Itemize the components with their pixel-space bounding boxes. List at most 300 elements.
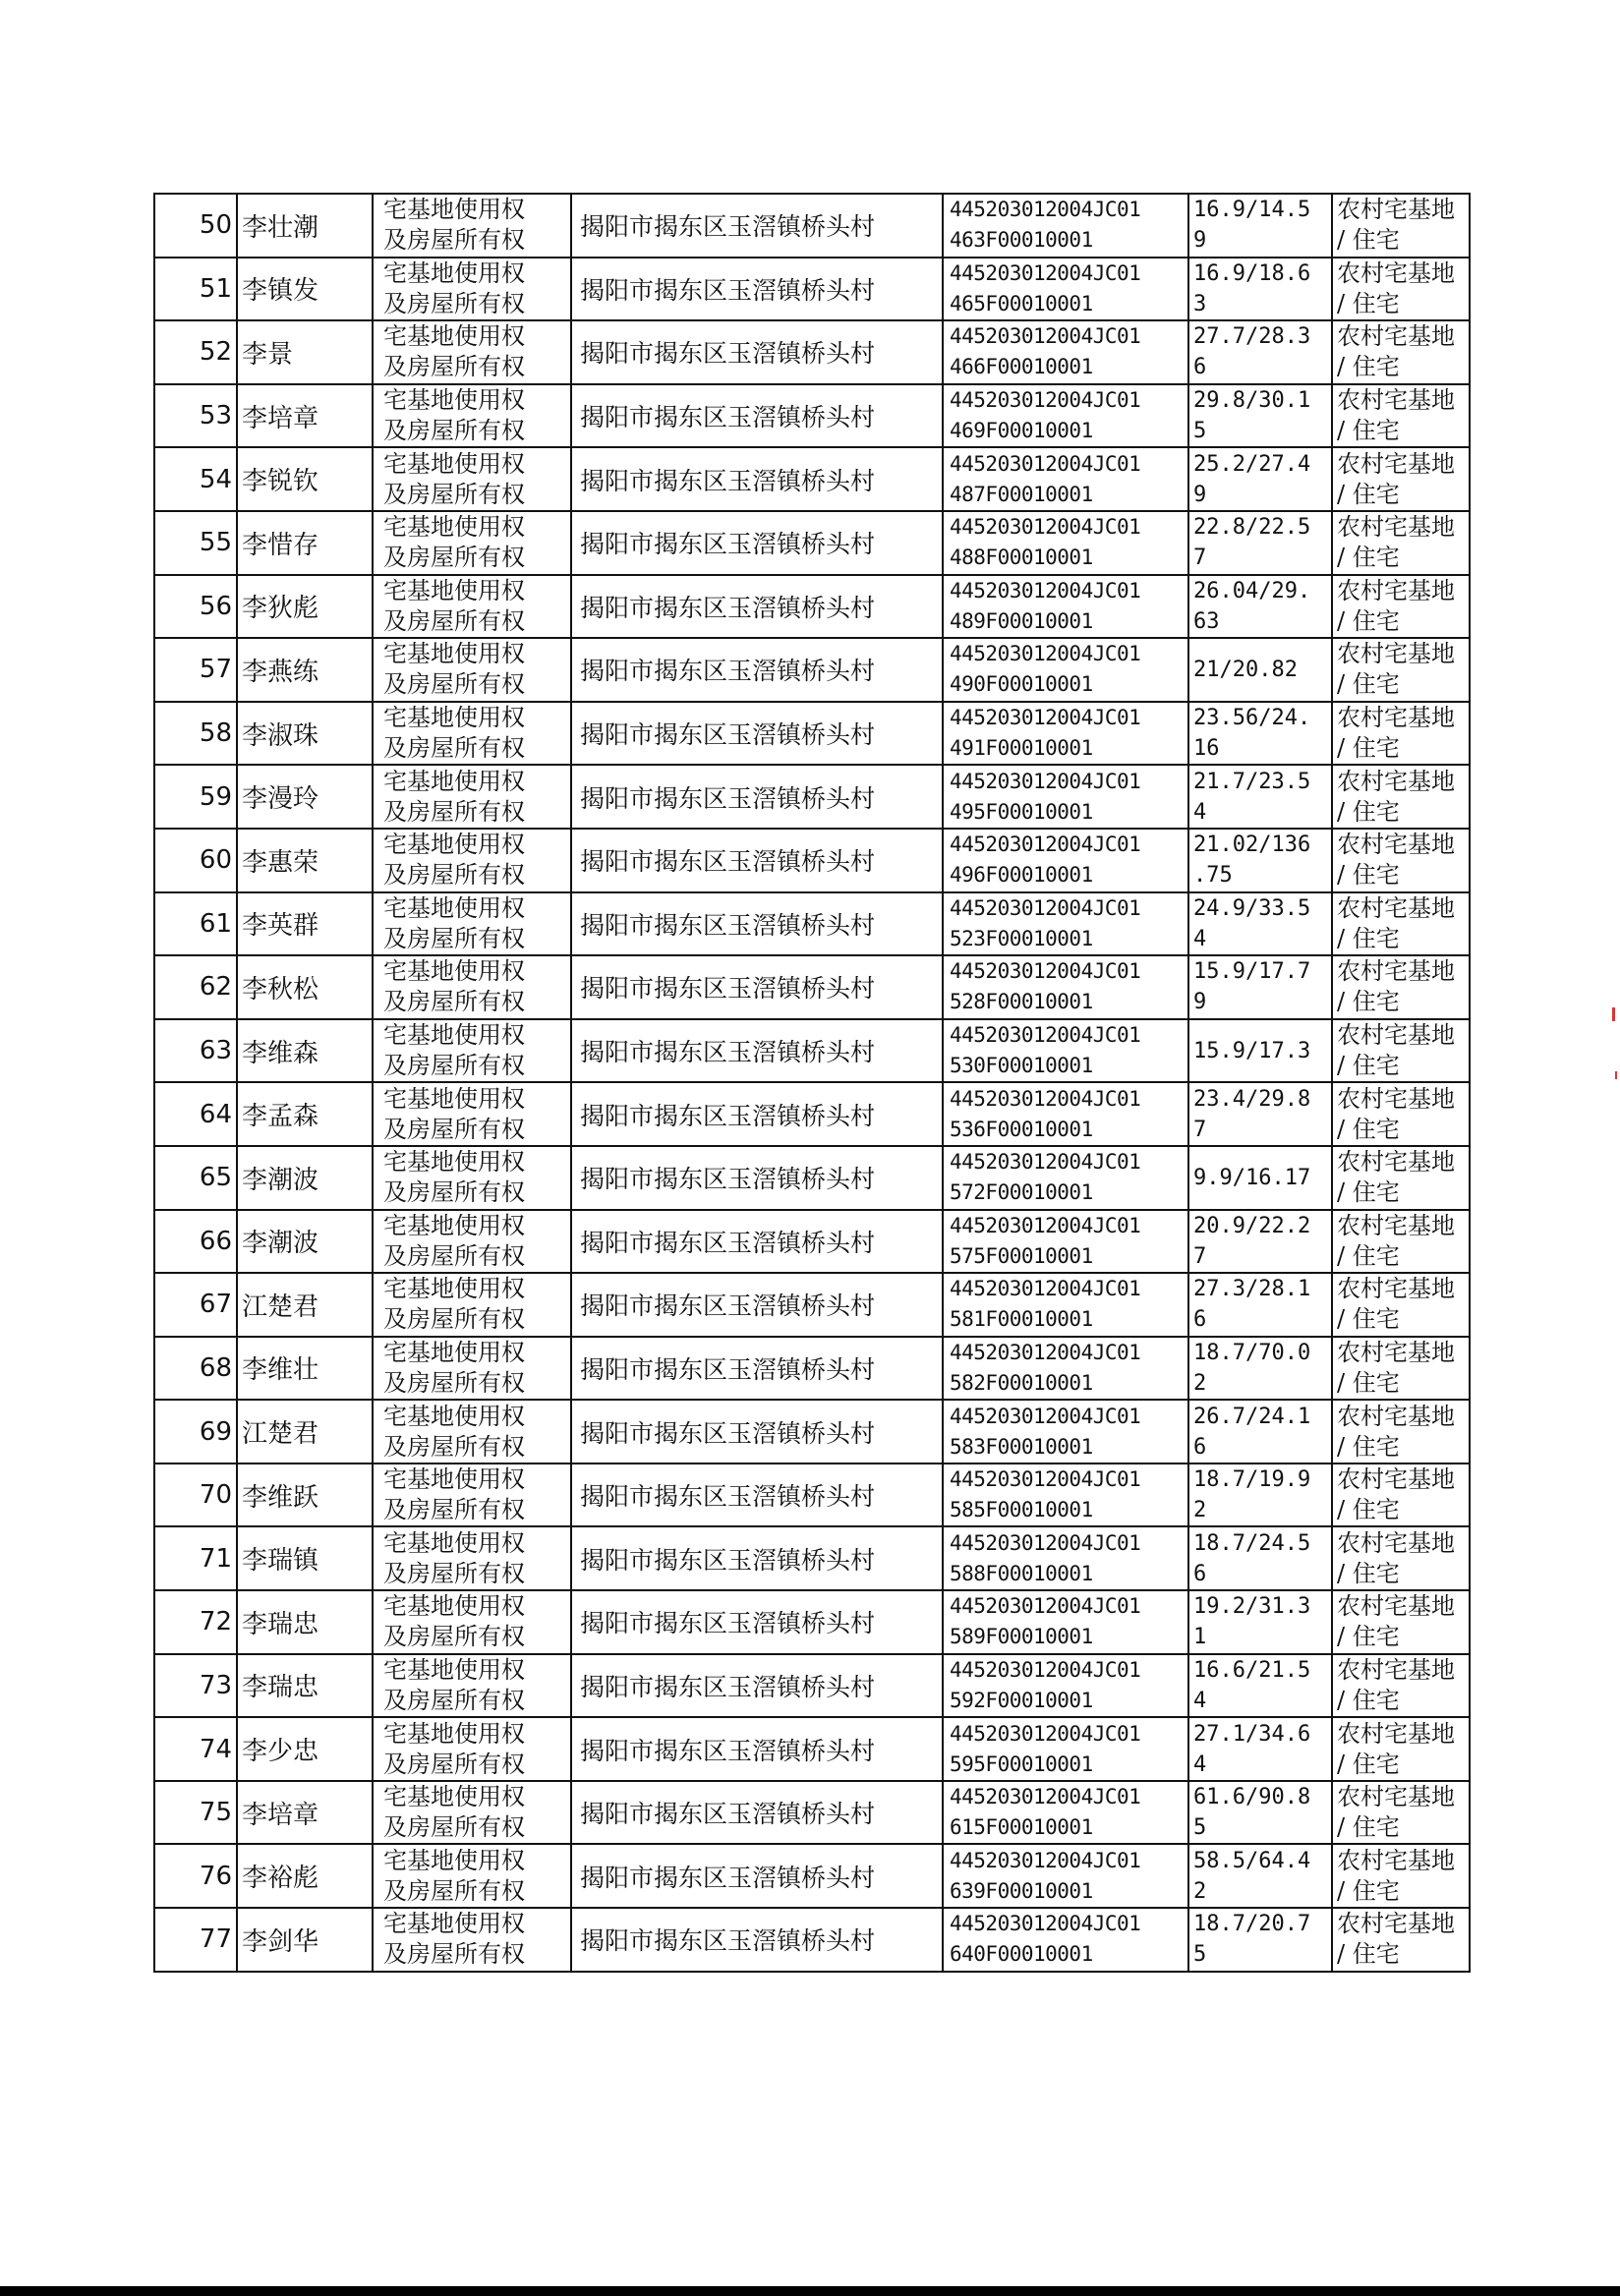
land-use: 农村宅基地 / 住宅 [1337,386,1455,445]
table-row [154,765,1470,829]
right-type-cell [373,1781,571,1845]
owner-name-cell [237,702,373,766]
land-use-cell [1332,1146,1470,1210]
right-type: 宅基地使用权 及房屋所有权 [383,1084,525,1143]
row-number-cell [154,1210,237,1274]
right-type: 宅基地使用权 及房屋所有权 [383,1211,525,1270]
row-number-cell [154,1400,237,1464]
row-number-cell [154,1717,237,1781]
area-value: 26.7/24.1 6 [1193,1404,1311,1460]
land-use-cell [1332,892,1470,956]
row-number-cell [154,1781,237,1845]
area-value-cell [1188,955,1332,1019]
row-number: 61 [199,908,232,939]
owner-name-cell [237,1273,373,1337]
owner-name: 李瑞忠 [242,1673,319,1703]
area-value: 29.8/30.1 5 [1193,388,1311,444]
right-type-cell [373,1590,571,1654]
unit-code: 445203012004JC01 523F00010001 [950,895,1141,950]
table-row [154,1464,1470,1527]
unit-code: 445203012004JC01 595F00010001 [950,1721,1141,1776]
location: 揭阳市揭东区玉滘镇桥头村 [580,1228,876,1257]
row-number: 55 [199,528,232,558]
unit-code: 445203012004JC01 575F00010001 [950,1213,1141,1268]
land-use: 农村宅基地 / 住宅 [1337,640,1455,699]
row-number-cell [154,511,237,575]
right-type: 宅基地使用权 及房屋所有权 [383,1148,525,1207]
area-value: 16.9/14.5 9 [1193,198,1311,254]
land-use-cell [1332,1908,1470,1972]
location: 揭阳市揭东区玉滘镇桥头村 [580,1736,876,1765]
row-number-cell [154,1273,237,1337]
land-use: 农村宅基地 / 住宅 [1337,322,1455,381]
unit-code: 445203012004JC01 536F00010001 [950,1086,1141,1141]
area-value: 27.7/28.3 6 [1193,324,1311,380]
land-use: 农村宅基地 / 住宅 [1337,957,1455,1016]
area-value-cell [1188,1273,1332,1337]
row-number: 58 [199,718,232,749]
area-value-cell [1188,1019,1332,1083]
row-number: 74 [199,1734,232,1764]
location-cell [571,1210,943,1274]
land-use-cell [1332,1337,1470,1401]
right-type: 宅基地使用权 及房屋所有权 [383,1719,525,1778]
location-cell [571,320,943,384]
owner-name: 李孟森 [242,1102,319,1132]
scan-mark [1612,1007,1615,1021]
unit-code-cell [943,447,1188,511]
location-cell [571,1400,943,1464]
row-number: 65 [199,1163,232,1193]
right-type: 宅基地使用权 及房屋所有权 [383,386,525,445]
row-number-cell [154,575,237,639]
right-type: 宅基地使用权 及房屋所有权 [383,1528,525,1587]
right-type-cell [373,1210,571,1274]
location: 揭阳市揭东区玉滘镇桥头村 [580,1800,876,1829]
land-use-cell [1332,511,1470,575]
row-number-cell [154,702,237,766]
row-number: 67 [199,1290,232,1320]
location: 揭阳市揭东区玉滘镇桥头村 [580,403,876,432]
owner-name: 李少忠 [242,1737,319,1767]
right-type-cell [373,575,571,639]
area-value-cell [1188,829,1332,892]
table-row [154,1146,1470,1210]
right-type: 宅基地使用权 及房屋所有权 [383,831,525,890]
right-type: 宅基地使用权 及房屋所有权 [383,767,525,826]
row-number: 70 [199,1480,232,1511]
right-type-cell [373,1526,571,1590]
owner-name: 江楚君 [242,1419,319,1450]
unit-code-cell [943,1019,1188,1083]
owner-name: 李潮波 [242,1165,319,1195]
right-type-cell [373,765,571,829]
location: 揭阳市揭东区玉滘镇桥头村 [580,1482,876,1512]
owner-name-cell [237,258,373,321]
right-type: 宅基地使用权 及房屋所有权 [383,1275,525,1334]
location-cell [571,1781,943,1845]
area-value-cell [1188,892,1332,956]
unit-code-cell [943,384,1188,448]
area-value: 23.4/29.8 7 [1193,1086,1311,1142]
land-use-cell [1332,1019,1470,1083]
table-row [154,1210,1470,1274]
unit-code: 445203012004JC01 640F00010001 [950,1912,1141,1967]
area-value: 16.6/21.5 4 [1193,1657,1311,1713]
owner-name: 李镇发 [242,276,319,307]
owner-name-cell [237,511,373,575]
area-value-cell [1188,1654,1332,1718]
row-number: 52 [199,337,232,368]
owner-name-cell [237,1337,373,1401]
right-type-cell [373,511,571,575]
table-row [154,829,1470,892]
unit-code-cell [943,511,1188,575]
area-value-cell [1188,575,1332,639]
unit-code: 445203012004JC01 588F00010001 [950,1530,1141,1585]
owner-name-cell [237,1019,373,1083]
land-use: 农村宅基地 / 住宅 [1337,704,1455,763]
owner-name: 李剑华 [242,1926,319,1957]
owner-name-cell [237,447,373,511]
land-use-cell [1332,1781,1470,1845]
owner-name-cell [237,955,373,1019]
owner-name: 李瑞忠 [242,1609,319,1639]
right-type-cell [373,1400,571,1464]
area-value: 15.9/17.7 9 [1193,959,1311,1015]
table-row [154,1273,1470,1337]
land-use-cell [1332,1717,1470,1781]
right-type: 宅基地使用权 及房屋所有权 [383,258,525,317]
table-row [154,384,1470,448]
table-row [154,194,1470,258]
area-value: 61.6/90.8 5 [1193,1785,1311,1841]
location-cell [571,384,943,448]
row-number-cell [154,1337,237,1401]
row-number-cell [154,384,237,448]
owner-name-cell [237,384,373,448]
land-use: 农村宅基地 / 住宅 [1337,513,1455,572]
table-row [154,1844,1470,1908]
area-value: 20.9/22.2 7 [1193,1213,1311,1269]
unit-code-cell [943,1082,1188,1146]
land-use: 农村宅基地 / 住宅 [1337,1910,1455,1969]
right-type: 宅基地使用权 及房屋所有权 [383,1021,525,1080]
row-number-cell [154,1654,237,1718]
land-use-cell [1332,638,1470,702]
row-number-cell [154,1146,237,1210]
right-type-cell [373,1337,571,1401]
unit-code-cell [943,1908,1188,1972]
row-number: 69 [199,1416,232,1447]
unit-code-cell [943,955,1188,1019]
land-use-cell [1332,1082,1470,1146]
right-type: 宅基地使用权 及房屋所有权 [383,1910,525,1969]
registry-table-body [154,194,1470,1972]
right-type-cell [373,892,571,956]
owner-name: 李维跃 [242,1482,319,1513]
location: 揭阳市揭东区玉滘镇桥头村 [580,720,876,750]
land-use: 农村宅基地 / 住宅 [1337,1021,1455,1080]
table-row [154,447,1470,511]
location-cell [571,1019,943,1083]
area-value: 22.8/22.5 7 [1193,515,1311,571]
location: 揭阳市揭东区玉滘镇桥头村 [580,1038,876,1067]
row-number: 64 [199,1099,232,1129]
land-use-cell [1332,1464,1470,1527]
right-type-cell [373,1654,571,1718]
right-type-cell [373,320,571,384]
right-type: 宅基地使用权 及房屋所有权 [383,1846,525,1905]
owner-name: 李惜存 [242,530,319,560]
unit-code-cell [943,1781,1188,1845]
row-number-cell [154,1844,237,1908]
unit-code: 445203012004JC01 589F00010001 [950,1594,1141,1649]
location-cell [571,1082,943,1146]
right-type: 宅基地使用权 及房屋所有权 [383,957,525,1016]
location-cell [571,1844,943,1908]
row-number-cell [154,765,237,829]
right-type: 宅基地使用权 及房屋所有权 [383,1655,525,1714]
land-use-cell [1332,1273,1470,1337]
area-value: 18.7/20.7 5 [1193,1912,1311,1968]
unit-code: 445203012004JC01 489F00010001 [950,578,1141,633]
row-number-cell [154,638,237,702]
unit-code-cell [943,1654,1188,1718]
location-cell [571,765,943,829]
unit-code-cell [943,1844,1188,1908]
unit-code: 445203012004JC01 572F00010001 [950,1150,1141,1205]
row-number-cell [154,1082,237,1146]
right-type-cell [373,1717,571,1781]
table-row [154,955,1470,1019]
owner-name: 李锐钦 [242,467,319,497]
unit-code-cell [943,1210,1188,1274]
location: 揭阳市揭东区玉滘镇桥头村 [580,1292,876,1321]
right-type-cell [373,638,571,702]
row-number-cell [154,447,237,511]
location-cell [571,575,943,639]
row-number: 72 [199,1607,232,1637]
unit-code: 445203012004JC01 615F00010001 [950,1785,1141,1840]
area-value: 21.02/136 .75 [1193,832,1311,889]
owner-name-cell [237,1400,373,1464]
land-use-cell [1332,702,1470,766]
unit-code: 445203012004JC01 581F00010001 [950,1277,1141,1332]
owner-name-cell [237,1717,373,1781]
owner-name: 江楚君 [242,1292,319,1322]
land-use: 农村宅基地 / 住宅 [1337,1402,1455,1461]
land-use: 农村宅基地 / 住宅 [1337,1655,1455,1714]
area-value: 19.2/31.3 1 [1193,1594,1311,1650]
area-value-cell [1188,384,1332,448]
land-use: 农村宅基地 / 住宅 [1337,576,1455,635]
row-number-cell [154,1464,237,1527]
area-value: 21.7/23.5 4 [1193,769,1311,825]
unit-code-cell [943,702,1188,766]
right-type: 宅基地使用权 及房屋所有权 [383,196,525,255]
owner-name: 李英群 [242,911,319,942]
location: 揭阳市揭东区玉滘镇桥头村 [580,783,876,813]
owner-name-cell [237,320,373,384]
land-use-cell [1332,1210,1470,1274]
right-type: 宅基地使用权 及房屋所有权 [383,1592,525,1651]
unit-code: 445203012004JC01 491F00010001 [950,706,1141,761]
location: 揭阳市揭东区玉滘镇桥头村 [580,910,876,940]
area-value: 25.2/27.4 9 [1193,451,1311,507]
owner-name-cell [237,575,373,639]
owner-name: 李秋松 [242,974,319,1004]
land-use-cell [1332,1590,1470,1654]
table-row [154,1526,1470,1590]
right-type: 宅基地使用权 及房屋所有权 [383,1338,525,1397]
owner-name: 李维森 [242,1038,319,1068]
location: 揭阳市揭东区玉滘镇桥头村 [580,339,876,369]
unit-code: 445203012004JC01 583F00010001 [950,1404,1141,1459]
unit-code: 445203012004JC01 496F00010001 [950,832,1141,888]
unit-code: 445203012004JC01 466F00010001 [950,324,1141,379]
land-use: 农村宅基地 / 住宅 [1337,1783,1455,1842]
owner-name: 李淑珠 [242,720,319,751]
location-cell [571,447,943,511]
location: 揭阳市揭东区玉滘镇桥头村 [580,1101,876,1130]
area-value-cell [1188,1400,1332,1464]
location: 揭阳市揭东区玉滘镇桥头村 [580,593,876,622]
owner-name-cell [237,1590,373,1654]
unit-code: 445203012004JC01 490F00010001 [950,642,1141,697]
land-use: 农村宅基地 / 住宅 [1337,831,1455,890]
location-cell [571,1273,943,1337]
land-use-cell [1332,575,1470,639]
land-use-cell [1332,447,1470,511]
area-value-cell [1188,258,1332,321]
right-type-cell [373,1844,571,1908]
unit-code-cell [943,320,1188,384]
location: 揭阳市揭东区玉滘镇桥头村 [580,275,876,305]
unit-code-cell [943,1526,1188,1590]
area-value: 18.7/24.5 6 [1193,1530,1311,1586]
land-use-cell [1332,955,1470,1019]
right-type-cell [373,1019,571,1083]
row-number-cell [154,892,237,956]
land-use: 农村宅基地 / 住宅 [1337,1338,1455,1397]
owner-name: 李培章 [242,1800,319,1830]
location: 揭阳市揭东区玉滘镇桥头村 [580,974,876,1004]
area-value: 24.9/33.5 4 [1193,895,1311,951]
location-cell [571,702,943,766]
owner-name-cell [237,892,373,956]
unit-code-cell [943,1590,1188,1654]
unit-code-cell [943,1400,1188,1464]
table-row [154,1590,1470,1654]
land-use: 农村宅基地 / 住宅 [1337,258,1455,317]
right-type-cell [373,258,571,321]
area-value-cell [1188,511,1332,575]
right-type: 宅基地使用权 及房屋所有权 [383,704,525,763]
owner-name: 李培章 [242,403,319,433]
scan-mark [1615,1071,1617,1079]
right-type-cell [373,829,571,892]
location: 揭阳市揭东区玉滘镇桥头村 [580,1165,876,1194]
area-value-cell [1188,320,1332,384]
row-number: 54 [199,464,232,494]
area-value: 58.5/64.4 2 [1193,1848,1311,1904]
location-cell [571,511,943,575]
unit-code-cell [943,258,1188,321]
right-type-cell [373,1082,571,1146]
right-type: 宅基地使用权 及房屋所有权 [383,576,525,635]
unit-code-cell [943,1337,1188,1401]
owner-name-cell [237,1908,373,1972]
owner-name-cell [237,829,373,892]
location-cell [571,1717,943,1781]
land-use-cell [1332,320,1470,384]
land-use: 农村宅基地 / 住宅 [1337,1275,1455,1334]
location-cell [571,892,943,956]
area-value: 27.1/34.6 4 [1193,1721,1311,1777]
owner-name-cell [237,194,373,258]
owner-name: 李壮潮 [242,212,319,243]
land-use-cell [1332,384,1470,448]
owner-name-cell [237,1464,373,1527]
land-use: 农村宅基地 / 住宅 [1337,1846,1455,1905]
unit-code-cell [943,1146,1188,1210]
owner-name: 李燕练 [242,657,319,687]
row-number: 63 [199,1036,232,1066]
owner-name: 李狄彪 [242,594,319,624]
location: 揭阳市揭东区玉滘镇桥头村 [580,1418,876,1448]
location-cell [571,1526,943,1590]
row-number: 62 [199,972,232,1003]
land-use: 农村宅基地 / 住宅 [1337,893,1455,952]
land-use: 农村宅基地 / 住宅 [1337,1465,1455,1524]
land-use-cell [1332,258,1470,321]
location: 揭阳市揭东区玉滘镇桥头村 [580,212,876,242]
table-row [154,702,1470,766]
land-use: 农村宅基地 / 住宅 [1337,1148,1455,1207]
row-number: 53 [199,401,232,431]
table-row [154,575,1470,639]
owner-name: 李惠荣 [242,847,319,878]
scan-edge [0,2286,1620,2296]
owner-name-cell [237,1146,373,1210]
area-value-cell [1188,1337,1332,1401]
unit-code-cell [943,575,1188,639]
right-type-cell [373,447,571,511]
owner-name: 李维壮 [242,1355,319,1386]
table-row [154,511,1470,575]
area-value-cell [1188,1464,1332,1527]
land-use: 农村宅基地 / 住宅 [1337,1528,1455,1587]
land-use: 农村宅基地 / 住宅 [1337,1084,1455,1143]
owner-name-cell [237,1210,373,1274]
land-use-cell [1332,1400,1470,1464]
area-value: 23.56/24. 16 [1193,706,1311,762]
owner-name-cell [237,1844,373,1908]
area-value-cell [1188,1717,1332,1781]
table-row [154,1654,1470,1718]
table-row [154,638,1470,702]
unit-code: 445203012004JC01 495F00010001 [950,769,1141,824]
location-cell [571,1337,943,1401]
area-value-cell [1188,1844,1332,1908]
row-number: 73 [199,1670,232,1700]
area-value-cell [1188,1082,1332,1146]
area-value-cell [1188,1526,1332,1590]
unit-code-cell [943,194,1188,258]
unit-code-cell [943,892,1188,956]
unit-code: 445203012004JC01 488F00010001 [950,515,1141,570]
